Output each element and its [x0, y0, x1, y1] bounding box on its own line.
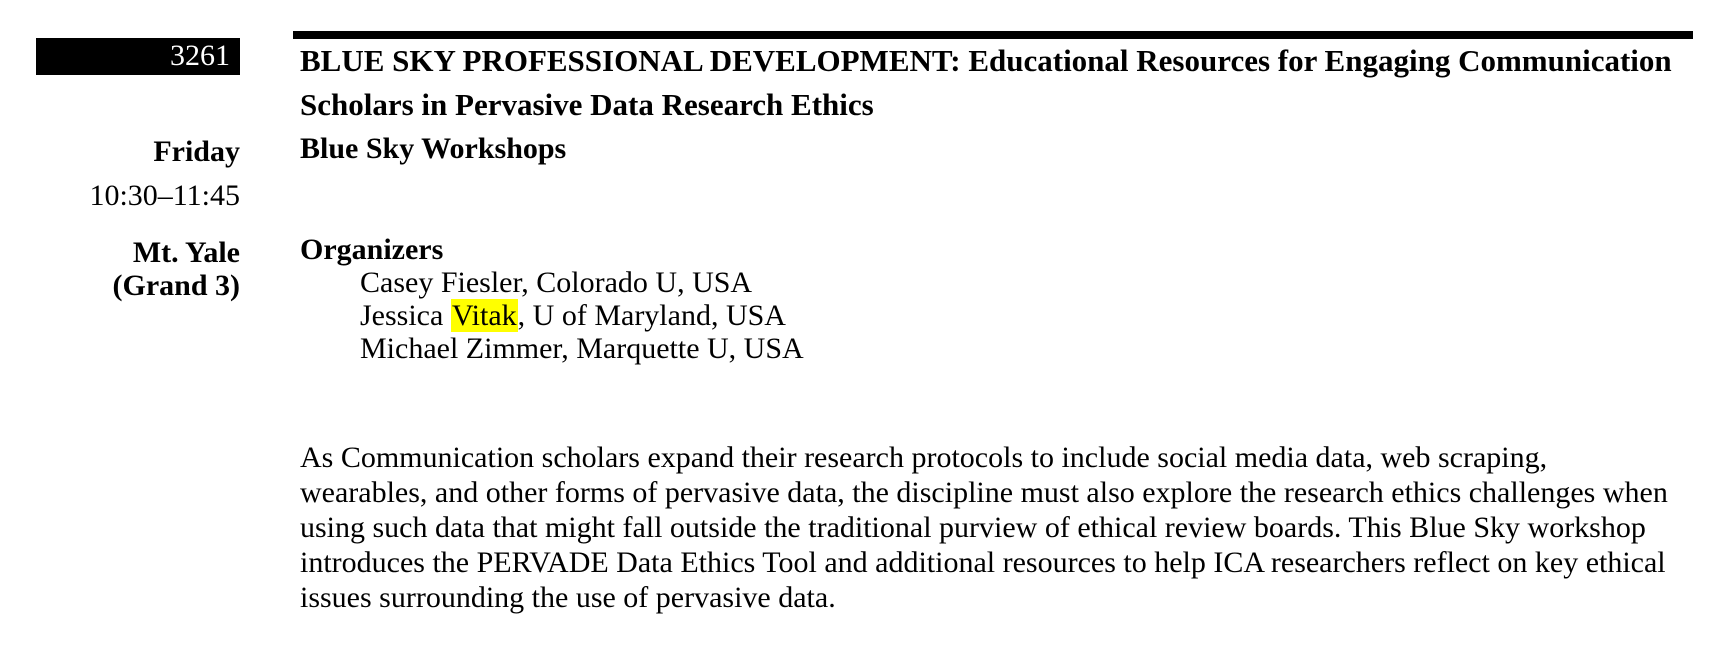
organizer-entry: [300, 332, 1700, 365]
session-abstract: As Communication scholars expand their research protocols to include social media data, web scraping, wearables, and other forms of pervasive data, the discipline must also explore the research ethics challenges when using such data that might fall outside the traditional purview of ethical review boards. This Blue Sky workshop introduces the PERVADE Data Ethics Tool and additional resources to help ICA researchers reflect on key ethical issues surrounding the use of pervasive data.: [300, 441, 1668, 614]
organizer-entry: [300, 299, 1700, 332]
schedule-column: [36, 0, 240, 668]
session-time: 10:30–11:45: [89, 179, 240, 212]
session-details-column: [300, 0, 1700, 668]
session-title: BLUE SKY PROFESSIONAL DEVELOPMENT: Educational Resources for Engaging Communication Scholars in Pervasive Data Research Ethics: [300, 43, 1672, 122]
session-day: Friday: [153, 135, 240, 168]
header-rule-bar: [293, 31, 1693, 39]
organizer-name: Michael Zimmer, Marquette U, USA: [360, 332, 804, 365]
organizer-entry: [300, 266, 1700, 299]
session-number-box: 3261: [36, 38, 240, 75]
session-type-label: Blue Sky Workshops: [300, 132, 567, 165]
organizers-heading: Organizers: [300, 233, 444, 266]
session-room-detail: (Grand 3): [112, 269, 240, 302]
organizer-name: Casey Fiesler, Colorado U, USA: [360, 266, 753, 299]
session-room: Mt. Yale: [132, 236, 240, 269]
highlighted-text: Vitak: [451, 299, 517, 332]
organizer-name-prefix: Jessica: [360, 299, 451, 332]
organizer-name-suffix: , U of Maryland, USA: [517, 299, 786, 332]
